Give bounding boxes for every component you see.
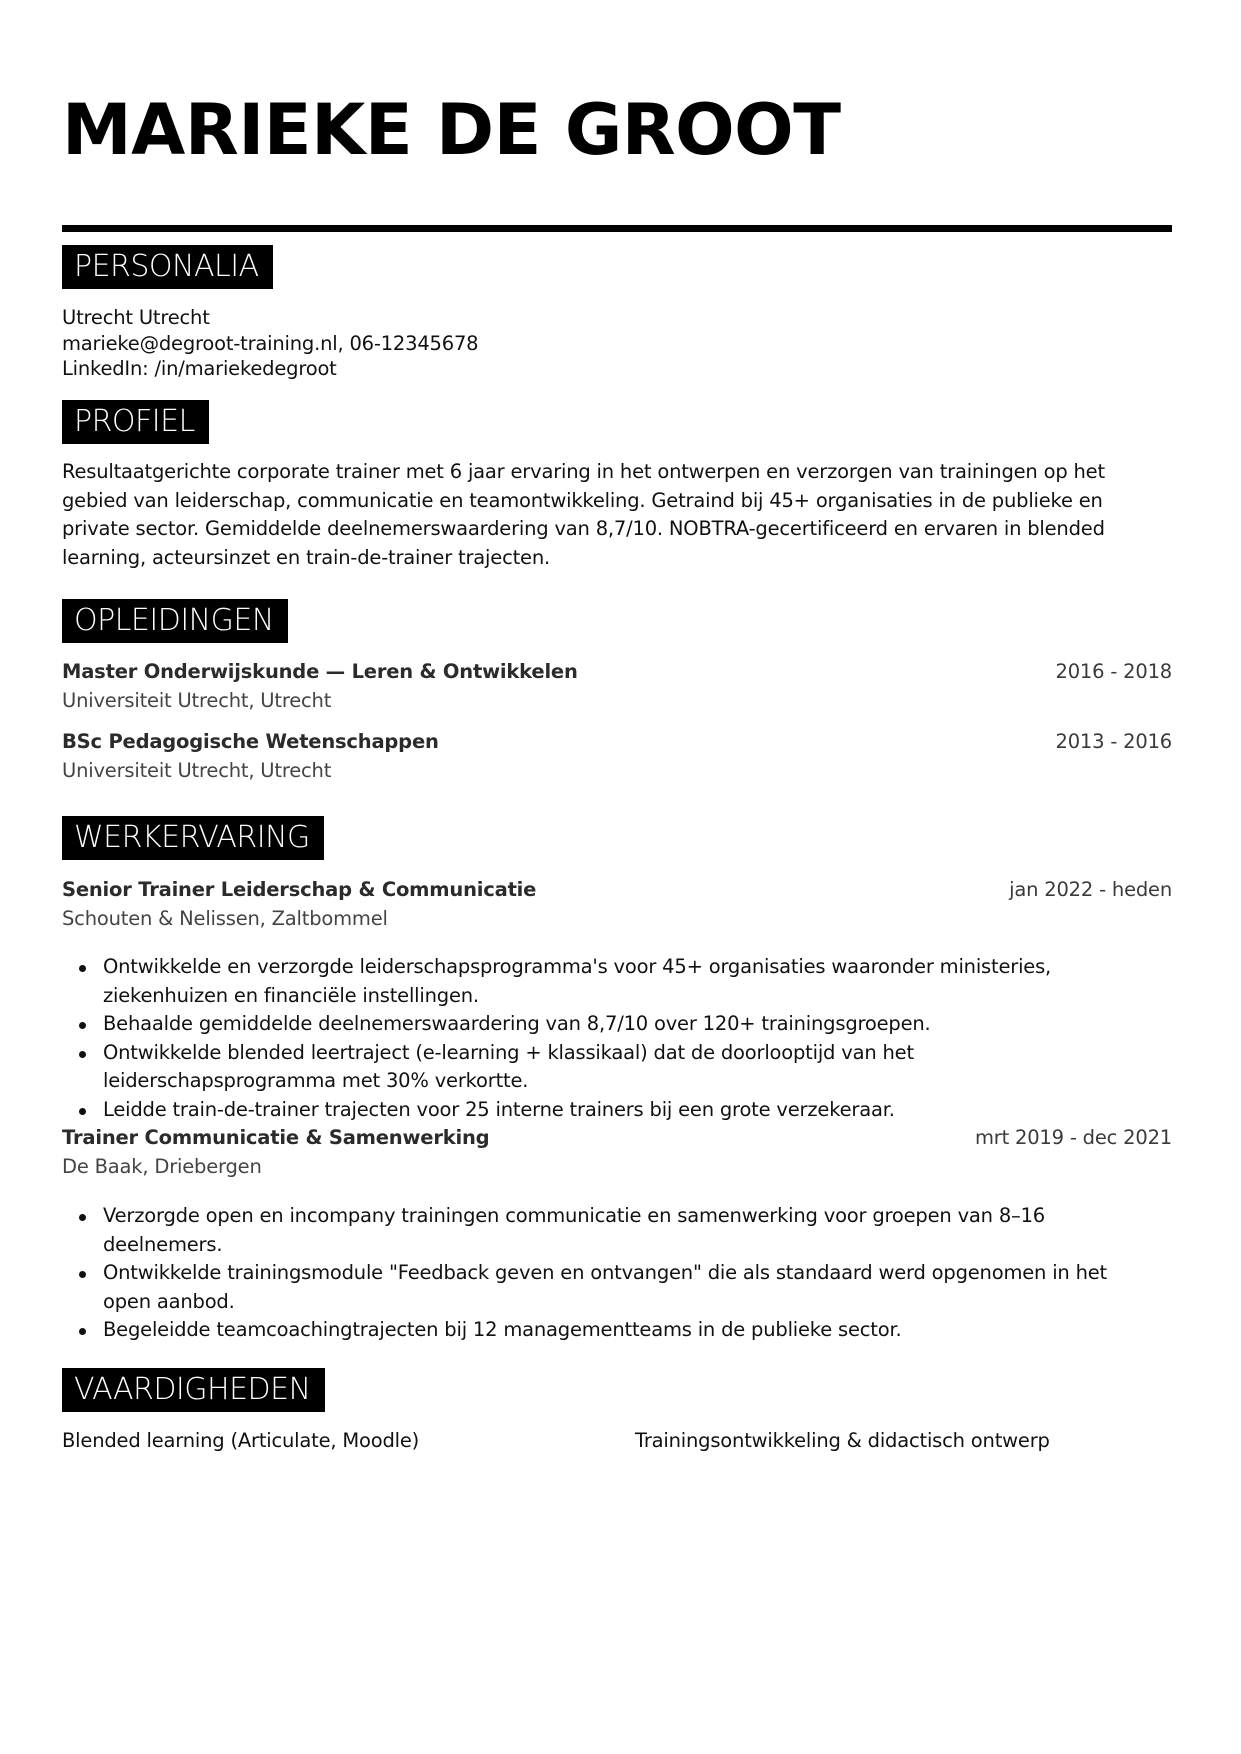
list-item: Leidde train-de-trainer trajecten voor 25 interne trainers bij een grote verzekeraar. (103, 1096, 1172, 1125)
work-achievements-list (62, 953, 1172, 1125)
work-period: jan 2022 - heden (1009, 878, 1172, 901)
personalia-location: Utrecht Utrecht (62, 306, 210, 329)
list-item: Ontwikkelde en verzorgde leiderschapsprogramma's voor 45+ organisaties waaronder ministeries, ziekenhuizen en financiële instellingen. (103, 953, 1172, 1010)
work-role: Trainer Communicatie & Samenwerking (62, 1126, 490, 1149)
work-role: Senior Trainer Leiderschap & Communicatie (62, 878, 537, 901)
education-institution: Universiteit Utrecht, Utrecht (62, 689, 332, 712)
education-degree: BSc Pedagogische Wetenschappen (62, 730, 439, 753)
section-title-werkervaring: WERKERVARING (62, 816, 324, 860)
work-period: mrt 2019 - dec 2021 (974, 1126, 1172, 1149)
list-item: Ontwikkelde blended leertraject (e-learning + klassikaal) dat de doorlooptijd van het leiderschapsprogramma met 30% verkortte. (103, 1039, 1172, 1096)
work-company: De Baak, Driebergen (62, 1155, 262, 1178)
list-item: Verzorgde open en incompany trainingen communicatie en samenwerking voor groepen van 8–16 deelnemers. (103, 1202, 1172, 1259)
skill-item: Blended learning (Articulate, Moodle) (62, 1429, 420, 1452)
education-period: 2013 - 2016 (1055, 730, 1172, 753)
section-title-vaardigheden: VAARDIGHEDEN (62, 1368, 325, 1412)
skill-item: Trainingsontwikkeling & didactisch ontwerp (635, 1429, 1050, 1452)
header-divider (62, 225, 1172, 232)
personalia-linkedin: LinkedIn: /in/mariekedegroot (62, 357, 337, 380)
list-item: Begeleidde teamcoachingtrajecten bij 12 managementteams in de publieke sector. (103, 1316, 1172, 1345)
personalia-contact: marieke@degroot-training.nl, 06-12345678 (62, 332, 479, 355)
work-achievements-list (62, 1202, 1172, 1345)
education-degree: Master Onderwijskunde — Leren & Ontwikkelen (62, 660, 578, 683)
section-title-opleidingen: OPLEIDINGEN (62, 599, 288, 643)
work-company: Schouten & Nelissen, Zaltbommel (62, 907, 388, 930)
list-item: Ontwikkelde trainingsmodule "Feedback geven en ontvangen" die als standaard werd opgenomen in het open aanbod. (103, 1259, 1172, 1316)
section-title-personalia: PERSONALIA (62, 245, 273, 289)
profile-summary: Resultaatgerichte corporate trainer met 6 jaar ervaring in het ontwerpen en verzorgen van trainingen op het gebied van leiderschap, communicatie en teamontwikkeling. Getraind bij 45+ organisaties in de publieke en private sector. Gemiddelde deelnemerswaardering van 8,7/10. NOBTRA-gecertificeerd en ervaren in blended learning, acteursinzet en train-de-trainer trajecten. (62, 460, 1105, 569)
list-item: Behaalde gemiddelde deelnemerswaardering van 8,7/10 over 120+ trainingsgroepen. (103, 1010, 1172, 1039)
education-period: 2016 - 2018 (1055, 660, 1172, 683)
candidate-name: MARIEKE DE GROOT (62, 89, 841, 171)
education-institution: Universiteit Utrecht, Utrecht (62, 759, 332, 782)
section-title-profiel: PROFIEL (62, 400, 209, 444)
